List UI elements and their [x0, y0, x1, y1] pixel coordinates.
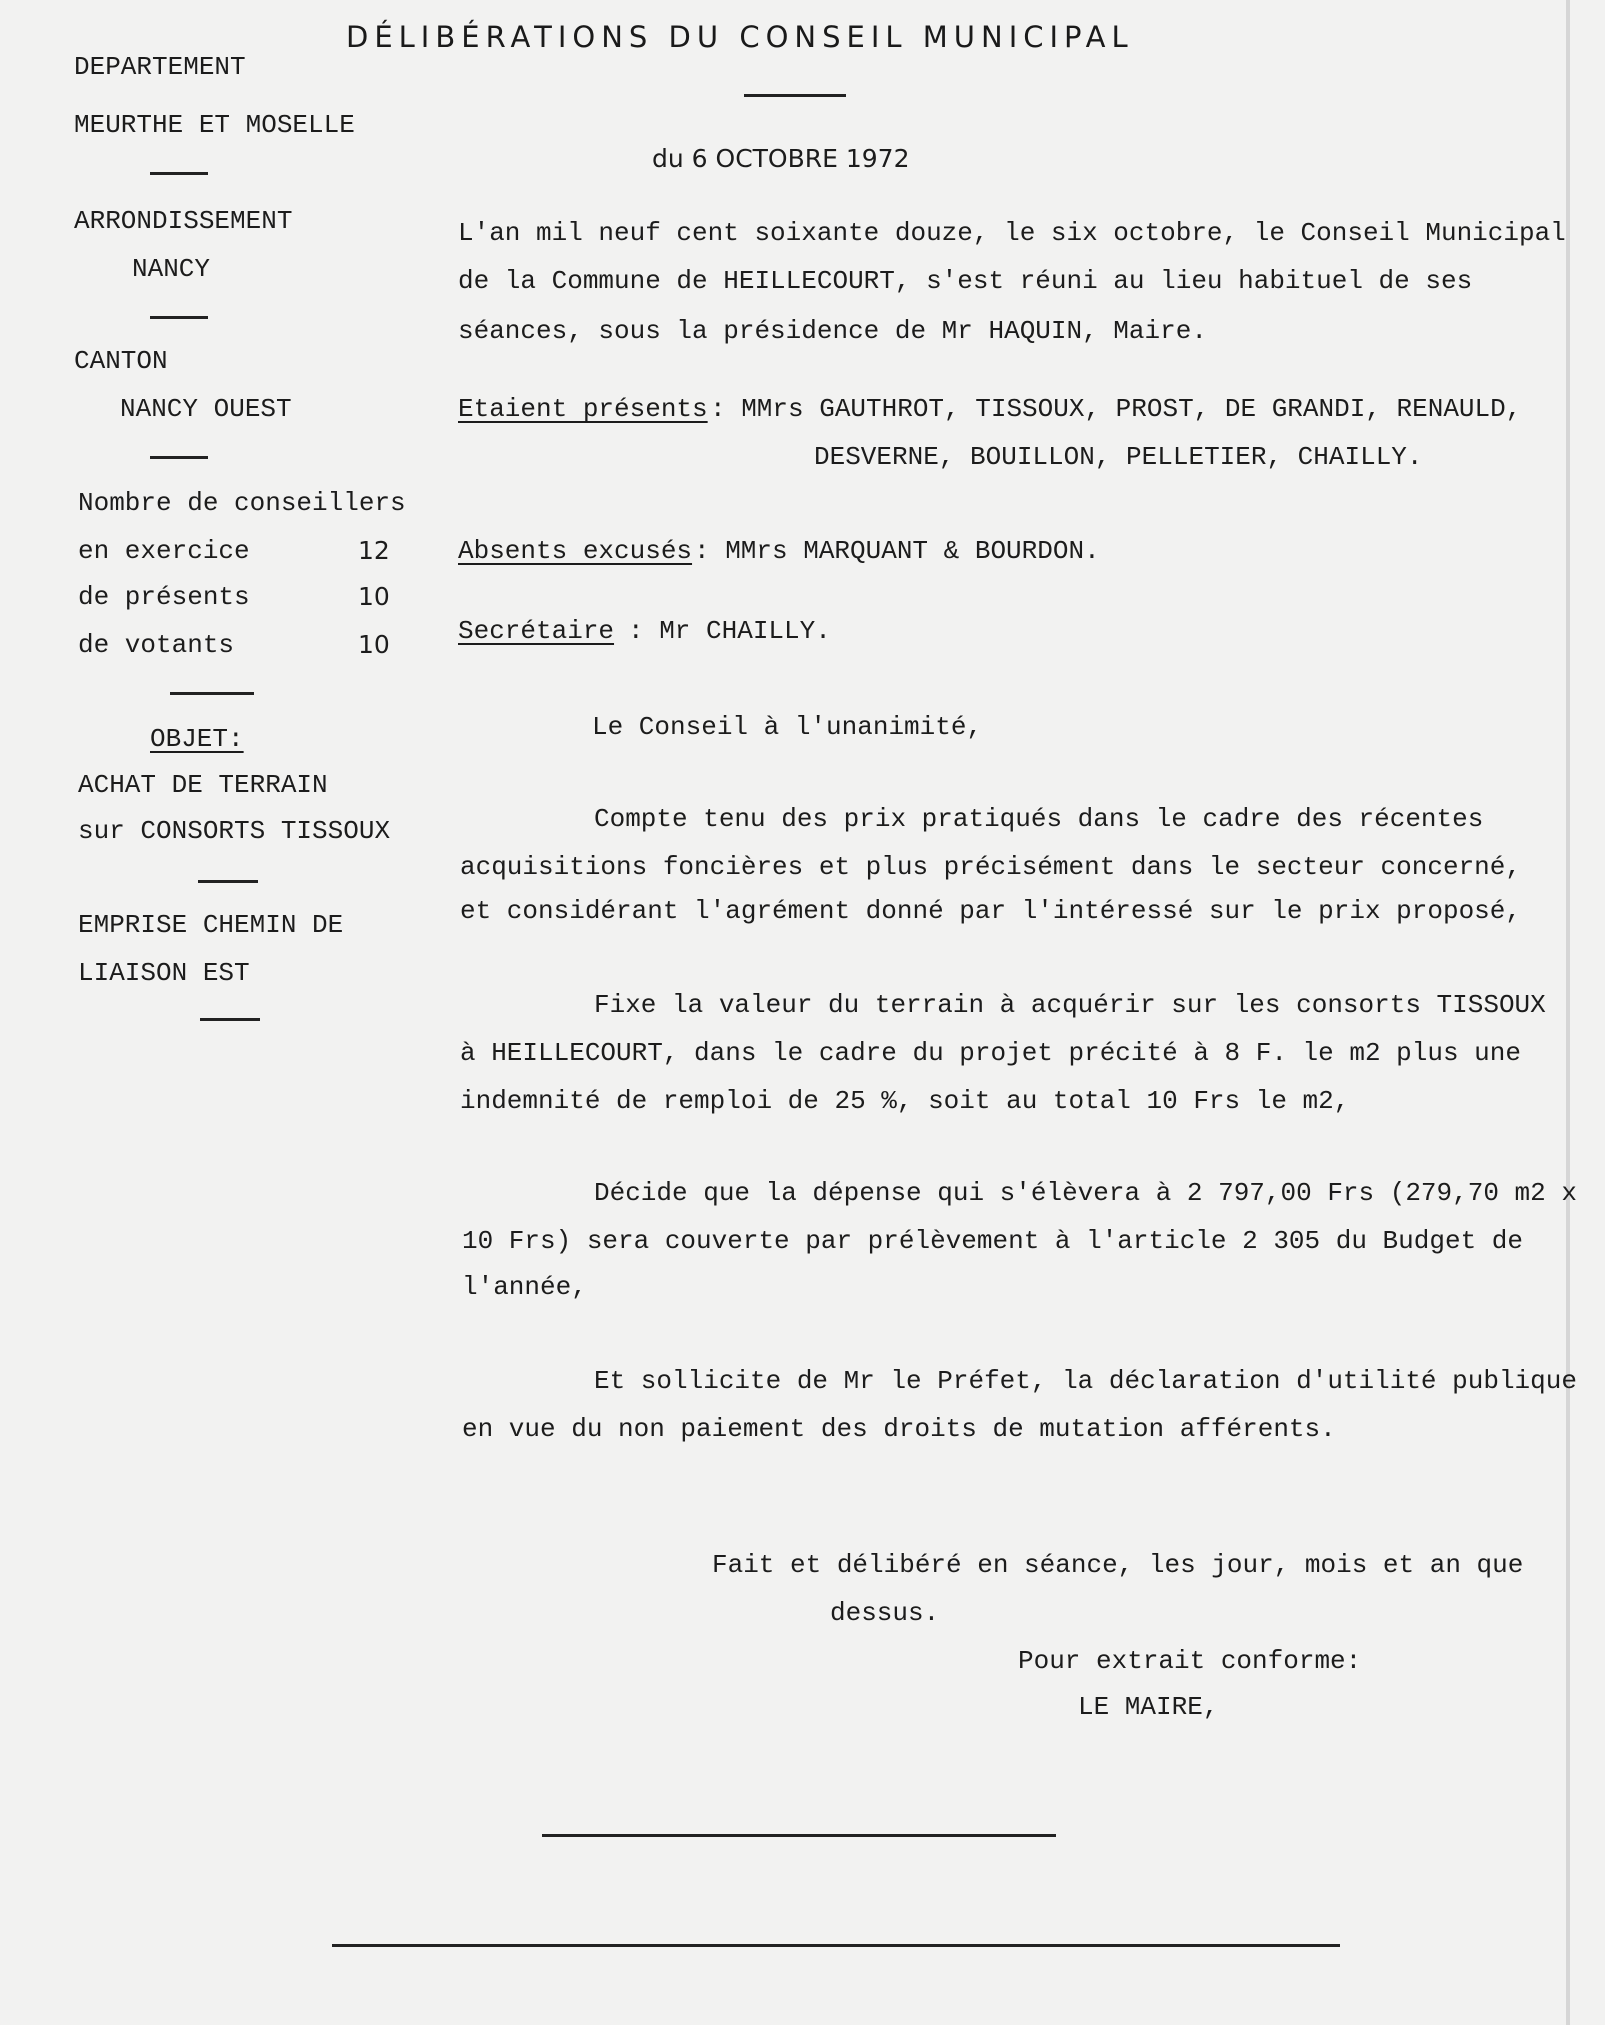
page-title: DÉLIBÉRATIONS DU CONSEIL MUNICIPAL — [346, 20, 1134, 54]
presents-list-line-1: : MMrs GAUTHROT, TISSOUX, PROST, DE GRANDI, RENAULD, — [710, 394, 1522, 424]
presents-list-line-2: DESVERNE, BOUILLON, PELLETIER, CHAILLY. — [814, 442, 1423, 472]
secretaire-heading: Secrétaire — [458, 616, 615, 646]
paragraph-3-line-3: l'année, — [462, 1272, 587, 1302]
paragraph-4-line-2: en vue du non paiement des droits de mutation afférents. — [462, 1414, 1336, 1444]
secretaire-name: : Mr CHAILLY. — [628, 616, 831, 646]
absents-list: : MMrs MARQUANT & BOURDON. — [694, 536, 1100, 566]
presents-label: de présents — [78, 582, 250, 612]
en-exercice-label: en exercice — [78, 536, 250, 566]
presents-heading: Etaient présents — [458, 394, 708, 424]
signature-line — [542, 1834, 1056, 1837]
votants-label: de votants — [78, 630, 235, 660]
extrait-conforme: Pour extrait conforme: — [1018, 1646, 1362, 1676]
departement-value: MEURTHE ET MOSELLE — [74, 110, 355, 140]
arrondissement-value: NANCY — [132, 254, 211, 284]
margin-divider — [150, 456, 208, 459]
margin-divider — [150, 316, 208, 319]
page-bottom-line — [332, 1944, 1340, 1947]
nombre-conseillers-label: Nombre de conseillers — [78, 488, 406, 518]
maire-signature-label: LE MAIRE, — [1078, 1692, 1219, 1722]
page-edge — [1566, 0, 1570, 2025]
arrondissement-label: ARRONDISSEMENT — [74, 206, 293, 236]
objet-line-2: sur CONSORTS TISSOUX — [78, 816, 391, 846]
margin-divider — [150, 172, 208, 175]
emprise-line-2: LIAISON EST — [78, 958, 250, 988]
paragraph-1-line-3: et considérant l'agrément donné par l'intéressé sur le prix proposé, — [460, 896, 1521, 926]
presents-count: 10 — [358, 582, 390, 611]
margin-divider — [200, 1018, 260, 1021]
departement-label: DEPARTEMENT — [74, 52, 246, 82]
title-divider — [744, 94, 846, 97]
emprise-line-1: EMPRISE CHEMIN DE — [78, 910, 344, 940]
intro-line-2: de la Commune de HEILLECOURT, s'est réuni au lieu habituel de ses — [458, 266, 1473, 296]
absents-heading: Absents excusés — [458, 536, 693, 566]
margin-divider — [170, 692, 254, 695]
paragraph-3-line-2: 10 Frs) sera couverte par prélèvement à l'article 2 305 du Budget de — [462, 1226, 1523, 1256]
canton-value: NANCY OUEST — [120, 394, 292, 424]
intro-line-3: séances, sous la présidence de Mr HAQUIN, Maire. — [458, 316, 1207, 346]
paragraph-1-line-1: Compte tenu des prix pratiqués dans le cadre des récentes — [594, 804, 1484, 834]
en-exercice-count: 12 — [358, 536, 390, 565]
paragraph-1-line-2: acquisitions foncières et plus précisément dans le secteur concerné, — [460, 852, 1521, 882]
fait-line-2: dessus. — [830, 1598, 940, 1628]
meeting-date: du 6 OCTOBRE 1972 — [652, 144, 910, 173]
conseil-decision: Le Conseil à l'unanimité, — [592, 712, 983, 742]
canton-label: CANTON — [74, 346, 168, 376]
paragraph-2-line-3: indemnité de remploi de 25 %, soit au total 10 Frs le m2, — [460, 1086, 1350, 1116]
intro-line-1: L'an mil neuf cent soixante douze, le six octobre, le Conseil Municipal — [458, 218, 1566, 248]
paragraph-4-line-1: Et sollicite de Mr le Préfet, la déclaration d'utilité publique — [594, 1366, 1577, 1396]
votants-count: 10 — [358, 630, 390, 659]
paragraph-2-line-2: à HEILLECOURT, dans le cadre du projet précité à 8 F. le m2 plus une — [460, 1038, 1521, 1068]
paragraph-3-line-1: Décide que la dépense qui s'élèvera à 2 797,00 Frs (279,70 m2 x — [594, 1178, 1577, 1208]
paragraph-2-line-1: Fixe la valeur du terrain à acquérir sur les consorts TISSOUX — [594, 990, 1546, 1020]
fait-line-1: Fait et délibéré en séance, les jour, mois et an que — [712, 1550, 1524, 1580]
margin-divider — [198, 880, 258, 883]
objet-line-1: ACHAT DE TERRAIN — [78, 770, 328, 800]
objet-label: OBJET: — [150, 724, 244, 754]
